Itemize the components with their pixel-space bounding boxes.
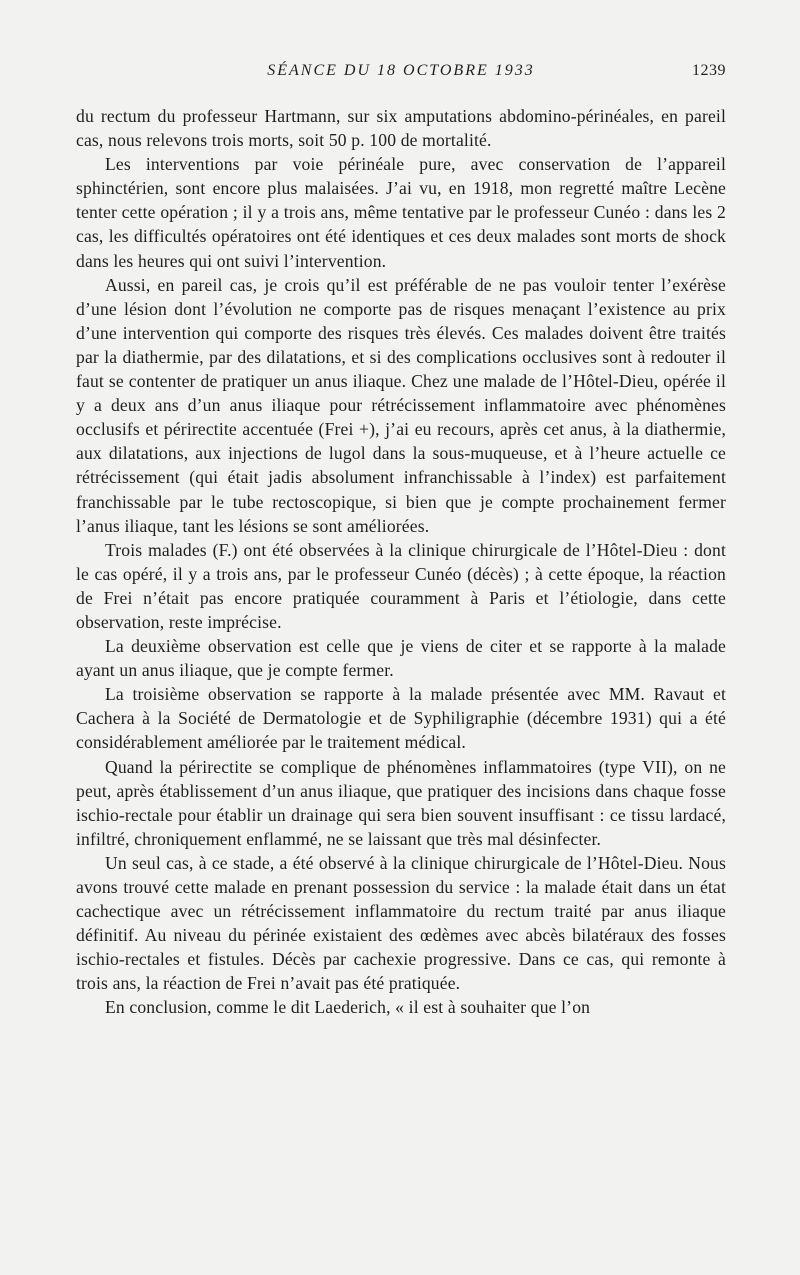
paragraph-periproctitis: Quand la périrectite se complique de phénomènes inflammatoires (type VII), on ne peut, après établissement d’un anus iliaque, que pratiquer des incisions dans chaque fosse ischio-rectale pour établir un drainage qui sera bien souvent insuffisant : ce tissu lardacé, infiltré, chroniquement enflammé, ne se laissant que très mal désinfecter. — [76, 756, 726, 849]
body-text — [76, 104, 726, 1020]
paragraph-treatment-recommendation: Aussi, en pareil cas, je crois qu’il est préférable de ne pas vouloir tenter l’exérèse d’une lésion dont l’évolution ne comporte pas de risques menaçant l’existence au prix d’une intervention qui comporte des risques très élevés. Ces malades doivent être traités par la diathermie, par des dilatations, et si des complications occlusives sont à redouter il faut se contenter de pratiquer un anus iliaque. Chez une malade de l’Hôtel-Dieu, opérée il y a deux ans d’un anus iliaque pour rétrécissement inflammatoire avec phénomènes occlusifs et périrectite accentuée (Frei +), j’ai eu recours, après cet anus, à la diathermie, aux dilatations, aux injections de lugol dans la sous-muqueuse, et à l’heure actuelle ce rétrécissement (qui était jadis absolument infranchissable à l’index) est parfaitement franchissable par le tube rectoscopique, si bien que je compte prochainement fermer l’anus iliaque, tant les lésions se sont améliorées. — [76, 274, 726, 536]
session-title: SÉANCE DU 18 OCTOBRE 1933 — [267, 62, 535, 79]
page-number: 1239 — [692, 62, 726, 79]
running-header — [76, 62, 726, 86]
paragraph-perineal-interventions: Les interventions par voie périnéale pure, avec conservation de l’appareil sphinctérien, sont encore plus malaisées. J’ai vu, en 1918, mon regretté maître Lecène tenter cette opération ; il y a trois ans, même tentative par le professeur Cunéo : dans les 2 cas, les difficultés opératoires ont été identiques et ces deux malades sont morts de shock dans les heures qui ont suivi l’intervention. — [76, 154, 726, 271]
paragraph-conclusion: En conclusion, comme le dit Laederich, « il est à souhaiter que l’on — [105, 997, 591, 1018]
paragraph-continuation: du rectum du professeur Hartmann, sur six amputations abdomino-périnéales, en pareil cas, nous relevons trois morts, soit 50 p. 100 de mortalité. — [76, 106, 726, 151]
paragraph-second-observation: La deuxième observation est celle que je viens de citer et se rapporte à la malade ayant un anus iliaque, que je compte fermer. — [76, 636, 726, 681]
paragraph-three-patients: Trois malades (F.) ont été observées à la clinique chirurgicale de l’Hôtel-Dieu : dont le cas opéré, il y a trois ans, par le professeur Cunéo (décès) ; à cette époque, la réaction de Frei n’était pas encore pratiquée couramment à Paris et l’étiologie, dans cette observation, reste imprécise. — [76, 539, 726, 632]
paragraph-single-case: Un seul cas, à ce stade, a été observé à la clinique chirurgicale de l’Hôtel-Dieu. Nous avons trouvé cette malade en prenant possession du service : la malade était dans un état cachectique avec un rétrécissement inflammatoire du rectum traité par anus iliaque définitif. Au niveau du périnée existaient des œdèmes avec abcès bilatéraux des fosses ischio-rectales et fistules. Décès par cachexie progressive. Dans ce cas, qui remonte à trois ans, la réaction de Frei n’avait pas été pratiquée. — [76, 852, 726, 994]
paragraph-third-observation: La troisième observation se rapporte à la malade présentée avec MM. Ravaut et Cachera à la Société de Dermatologie et de Syphiligraphie (décembre 1931) qui a été considérablement améliorée par le traitement médical. — [76, 684, 726, 753]
